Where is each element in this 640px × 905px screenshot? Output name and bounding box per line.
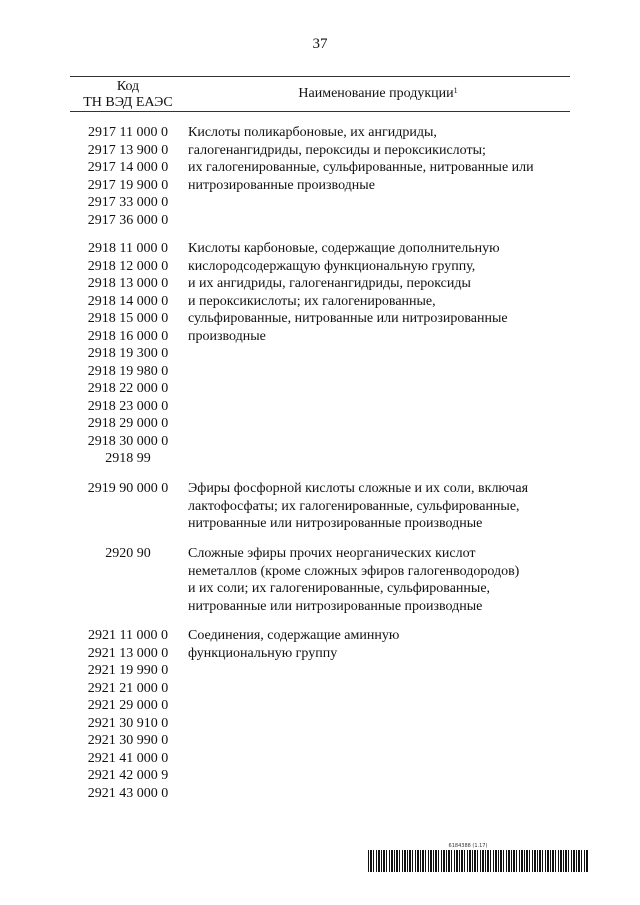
code-item: 2921 43 000 0 (87, 785, 169, 801)
product-description (188, 545, 570, 615)
description-line: функциональную группу (188, 645, 338, 661)
barcode-bars (368, 850, 588, 872)
code-list (70, 627, 186, 802)
description-line: галогенангидриды, пероксиды и пероксикислоты; (188, 142, 486, 158)
description-line: нитрованные или нитрозированные производные (188, 516, 483, 531)
description-line: нитрозированные производные (188, 177, 375, 193)
product-description (188, 240, 570, 345)
code-item: 2918 13 000 0 (87, 276, 169, 291)
header-name-text: Наименование продукции (298, 86, 454, 101)
header-code-line2: ТН ВЭД ЕАЭС (83, 95, 173, 110)
table-header (70, 76, 570, 112)
code-item: 2921 30 910 0 (87, 715, 169, 731)
product-description (188, 124, 570, 194)
code-list (70, 480, 186, 498)
code-item: 2917 36 000 0 (87, 212, 169, 228)
code-item: 2918 29 000 0 (87, 416, 169, 431)
code-item: 2921 19 990 0 (87, 663, 169, 678)
description-line: Кислоты поликарбоновые, их ангидриды, (188, 125, 437, 140)
code-list (70, 124, 186, 229)
header-code-line1: Код (116, 79, 140, 94)
code-item: 2921 13 000 0 (87, 645, 169, 661)
code-item: 2917 19 900 0 (87, 177, 169, 193)
code-item: 2921 29 000 0 (87, 698, 169, 713)
code-item: 2918 16 000 0 (87, 328, 169, 344)
description-line: Сложные эфиры прочих неорганических кислот (188, 546, 476, 561)
code-list (70, 545, 186, 563)
header-code (70, 79, 186, 111)
code-item: 2918 19 980 0 (87, 363, 169, 379)
code-item: 2918 12 000 0 (87, 258, 169, 274)
header-footnote-mark: 1 (453, 86, 458, 95)
barcode (368, 843, 588, 873)
code-item: 2918 14 000 0 (87, 293, 169, 309)
description-line: Эфиры фосфорной кислоты сложные и их соли, включая (188, 481, 529, 496)
code-item: 2918 15 000 0 (87, 311, 169, 326)
description-line: сульфированные, нитрованные или нитрозированные (188, 311, 508, 326)
description-line: и их ангидриды, галогенангидриды, пероксиды (188, 276, 471, 291)
description-line: Соединения, содержащие аминную (188, 628, 400, 643)
description-line: их галогенированные, сульфированные, нитрованные или (188, 160, 534, 175)
code-item: 2917 13 900 0 (87, 142, 169, 158)
header-name (186, 85, 570, 103)
description-line: неметаллов (кроме сложных эфиров галогенводородов) (188, 563, 520, 579)
code-item: 2918 19 300 0 (87, 346, 169, 361)
product-description (188, 627, 570, 662)
description-line: Кислоты карбоновые, содержащие дополнительную (188, 241, 500, 256)
code-item: 2921 30 990 0 (87, 733, 169, 748)
product-description (188, 480, 570, 533)
code-item: 2921 42 000 9 (87, 768, 169, 783)
barcode-label: 6184388 (1.17) (448, 843, 488, 849)
code-item: 2917 11 000 0 (88, 125, 168, 140)
code-item: 2918 23 000 0 (87, 398, 169, 414)
code-item: 2918 30 000 0 (87, 433, 169, 449)
code-item: 2921 11 000 0 (88, 628, 168, 643)
code-item: 2918 99 (105, 451, 151, 466)
description-line: и их соли; их галогенированные, сульфированные, (188, 581, 491, 596)
code-item: 2917 14 000 0 (87, 160, 169, 175)
code-item: 2921 21 000 0 (87, 680, 169, 696)
description-line: лактофосфаты; их галогенированные, сульфированные, (188, 498, 520, 514)
code-item: 2918 11 000 0 (88, 241, 168, 256)
description-line: производные (188, 328, 266, 344)
code-item: 2917 33 000 0 (87, 195, 169, 210)
description-line: и пероксикислоты; их галогенированные, (188, 293, 436, 309)
description-line: нитрованные или нитрозированные производные (188, 598, 483, 614)
page-number: 37 (312, 36, 328, 52)
code-list (70, 240, 186, 468)
code-item: 2921 41 000 0 (87, 750, 169, 766)
code-item: 2918 22 000 0 (87, 381, 169, 396)
description-line: кислородсодержащую функциональную группу, (188, 258, 476, 274)
code-item: 2920 90 (105, 546, 151, 561)
code-item: 2919 90 000 0 (87, 481, 169, 496)
